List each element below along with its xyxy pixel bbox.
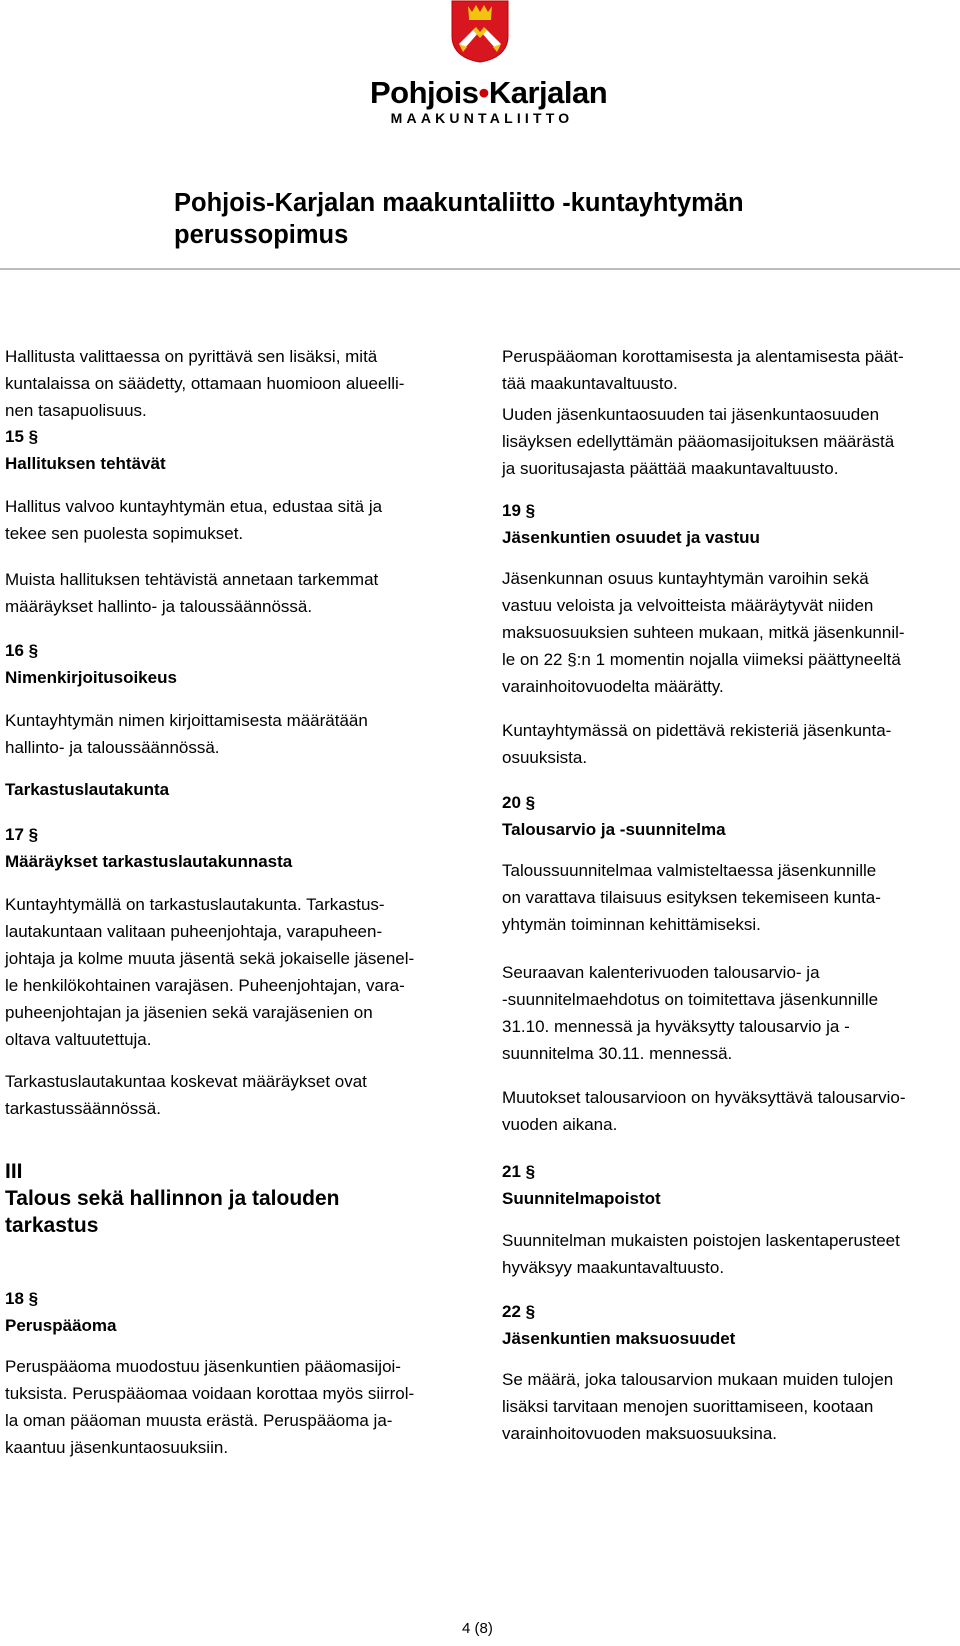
chapter-number: III [5,1160,23,1183]
document-title [174,187,874,251]
section-heading-18: 18 § Peruspääoma [5,1289,117,1335]
coat-of-arms-icon [451,0,509,63]
logo [370,0,608,126]
paragraph: Seuraavan kalenterivuoden talousarvio- ja -suunnitelmaehdotus on toimitettava jäsenkunnille 31.10. mennessä ja hyväksytty talousarvio ja - suunnitelma 30.11. mennessä. [502,963,879,1063]
paragraph: Peruspääoman korottamisesta ja alentamisesta päät- tää maakuntavaltuusto. [502,347,904,393]
paragraph: Jäsenkunnan osuus kuntayhtymän varoihin sekä vastuu veloista ja velvoitteista määräytyvät niiden maksuosuuksien suhteen mukaan, mitkä jäsenkunnil- le on 22 §:n 1 momentin nojalla viimeksi päättyneeltä varainhoitovuodelta määrätty. [502,569,905,696]
paragraph: Kuntayhtymässä on pidettävä rekisteriä jäsenkunta- osuuksista. [502,721,892,767]
page-number: 4 (8) [462,1620,493,1637]
organization-subtitle: MAAKUNTALIITTO [390,110,574,126]
paragraph: Peruspääoma muodostuu jäsenkuntien pääomasijoi- tuksista. Peruspääomaa voidaan korottaa myös siirrol- la oman pääoman muusta erästä. Peruspääoma ja- kaantuu jäsenkuntaosuuksiin. [5,1357,415,1457]
paragraph: Muutokset talousarvioon on hyväksyttävä talousarvio- vuoden aikana. [502,1088,906,1134]
chapter-heading: III Talous sekä hallinnon ja talouden tarkastus [5,1158,475,1239]
paragraph: Taloussuunnitelmaa valmisteltaessa jäsenkunnille on varattava tilaisuus esityksen tekemiseen kunta- yhtymän toiminnan kehittämiseksi. [502,861,881,934]
paragraph: Uuden jäsenkuntaosuuden tai jäsenkuntaosuuden lisäyksen edellyttämän pääomasijoituksen määrästä ja suoritusajasta päättää maakuntavaltuusto. [502,405,895,478]
subheading-tarkastuslautakunta: Tarkastuslautakunta [5,780,170,799]
section-heading-22: 22 § Jäsenkuntien maksuosuudet [502,1302,736,1348]
organization-name: Pohjois•Karjalan [370,75,608,110]
section-heading-20: 20 § Talousarvio ja -suunnitelma [502,793,726,839]
section-heading-17: 17 § Määräykset tarkastuslautakunnasta [5,825,293,871]
section-heading-16: 16 § Nimenkirjoitusoikeus [5,641,177,687]
paragraph: Tarkastuslautakuntaa koskevat määräykset ovat tarkastussäännössä. [5,1072,367,1118]
paragraph: Suunnitelman mukaisten poistojen laskentaperusteet hyväksyy maakuntavaltuusto. [502,1231,900,1277]
section-heading-19: 19 § Jäsenkuntien osuudet ja vastuu [502,501,760,547]
paragraph: Hallitus valvoo kuntayhtymän etua, edustaa sitä ja tekee sen puolesta sopimukset. [5,497,383,543]
paragraph: Hallitusta valittaessa on pyrittävä sen lisäksi, mitä kuntalaissa on säädetty, ottamaan huomioon alueelli- nen tasapuolisuus. [5,347,405,420]
title-line-2: perussopimus [174,221,349,249]
paragraph: Kuntayhtymällä on tarkastuslautakunta. Tarkastus- lautakuntaan valitaan puheenjohtaja, varapuheen- johtaja ja kolme muuta jäsentä sekä jokaiselle jäsenel- le henkilökohtainen varajäsen. Puheenjohtajan, vara- puheenjohtajan ja jäsenien sekä varajäsenien on oltava valtuutettuja. [5,895,415,1049]
paragraph: Muista hallituksen tehtävistä annetaan tarkemmat määräykset hallinto- ja taloussäännössä. [5,570,379,616]
name-separator-dot: • [478,75,489,110]
section-heading-15: 15 § Hallituksen tehtävät [5,427,166,473]
section-heading-21: 21 § Suunnitelmapoistot [502,1162,661,1208]
title-line-1: Pohjois-Karjalan maakuntaliitto -kuntayhtymän [174,189,744,217]
header-divider [0,268,960,270]
paragraph: Kuntayhtymän nimen kirjoittamisesta määrätään hallinto- ja taloussäännössä. [5,711,368,757]
paragraph: Se määrä, joka talousarvion mukaan muiden tulojen lisäksi tarvitaan menojen suorittamiseen, kootaan varainhoitovuoden maksuosuuksina. [502,1370,894,1443]
